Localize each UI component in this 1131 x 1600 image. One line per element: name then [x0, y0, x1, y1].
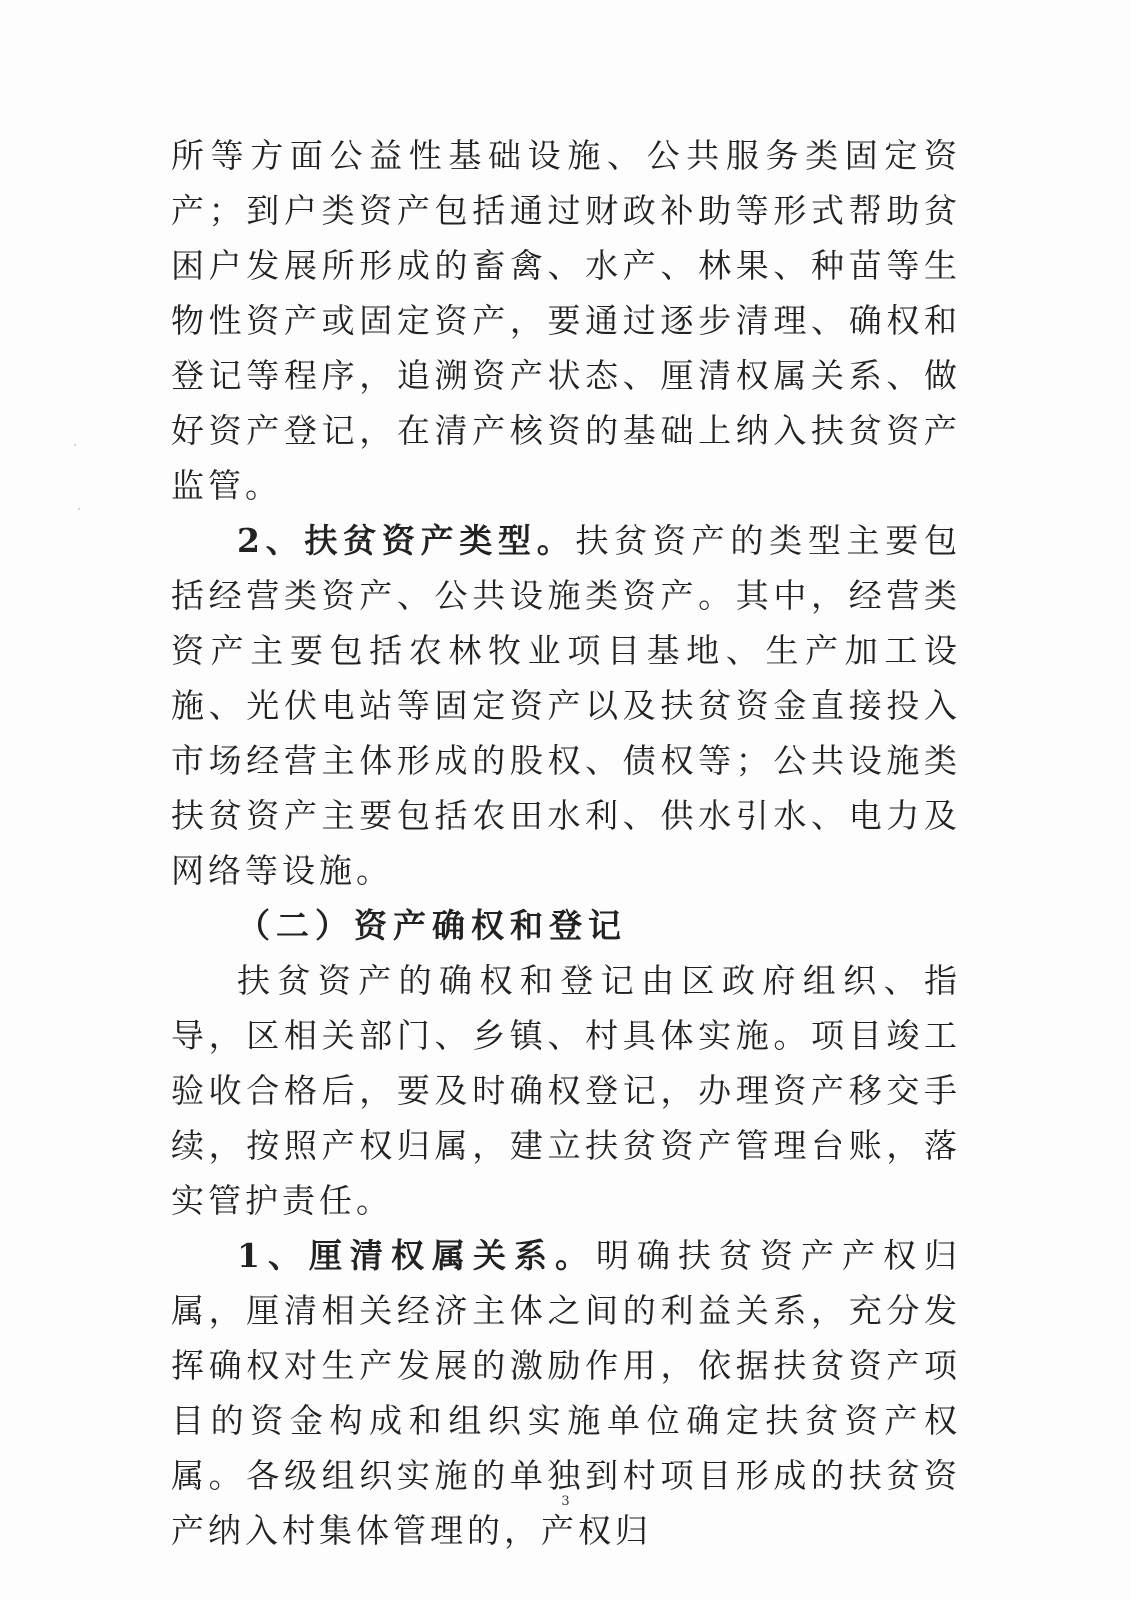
document-body [171, 128, 961, 1558]
item-1-text: 明确扶贫资产产权归属，厘清相关经济主体之间的利益关系，充分发挥确权对生产发展的激励作用，依据扶贫资产项目的资金构成和组织实施单位确定扶贫资产权属。各级组织实施的单独到村项目形成的扶贫资产纳入村集体管理的，产权归 [171, 1236, 961, 1550]
page-number: 3 [561, 1494, 570, 1509]
item-2-lead: 2、扶贫资产类型。 [237, 521, 576, 560]
paragraph-asset-types [171, 513, 961, 898]
scan-speck [74, 444, 76, 446]
paragraph-continuation: 所等方面公益性基础设施、公共服务类固定资产；到户类资产包括通过财政补助等形式帮助贫困户发展所形成的畜禽、水产、林果、种苗等生物性资产或固定资产，要通过逐步清理、确权和登记等程序，追溯资产状态、厘清权属关系、做好资产登记，在清产核资的基础上纳入扶贫资产监管。 [171, 136, 961, 505]
paragraph-registration: 扶贫资产的确权和登记由区政府组织、指导，区相关部门、乡镇、村具体实施。项目竣工验收合格后，要及时确权登记，办理资产移交手续，按照产权归属，建立扶贫资产管理台账，落实管护责任。 [171, 961, 961, 1220]
scan-speck [78, 508, 80, 510]
section-heading: （二）资产确权和登记 [237, 906, 627, 945]
item-2-text: 扶贫资产的类型主要包括经营类资产、公共设施类资产。其中，经营类资产主要包括农林牧业项目基地、生产加工设施、光伏电站等固定资产以及扶贫资金直接投入市场经营主体形成的股权、债权等；公共设施类扶贫资产主要包括农田水利、供水引水、电力及网络等设施。 [171, 521, 962, 890]
item-1-lead: 1、厘清权属关系。 [237, 1236, 596, 1275]
